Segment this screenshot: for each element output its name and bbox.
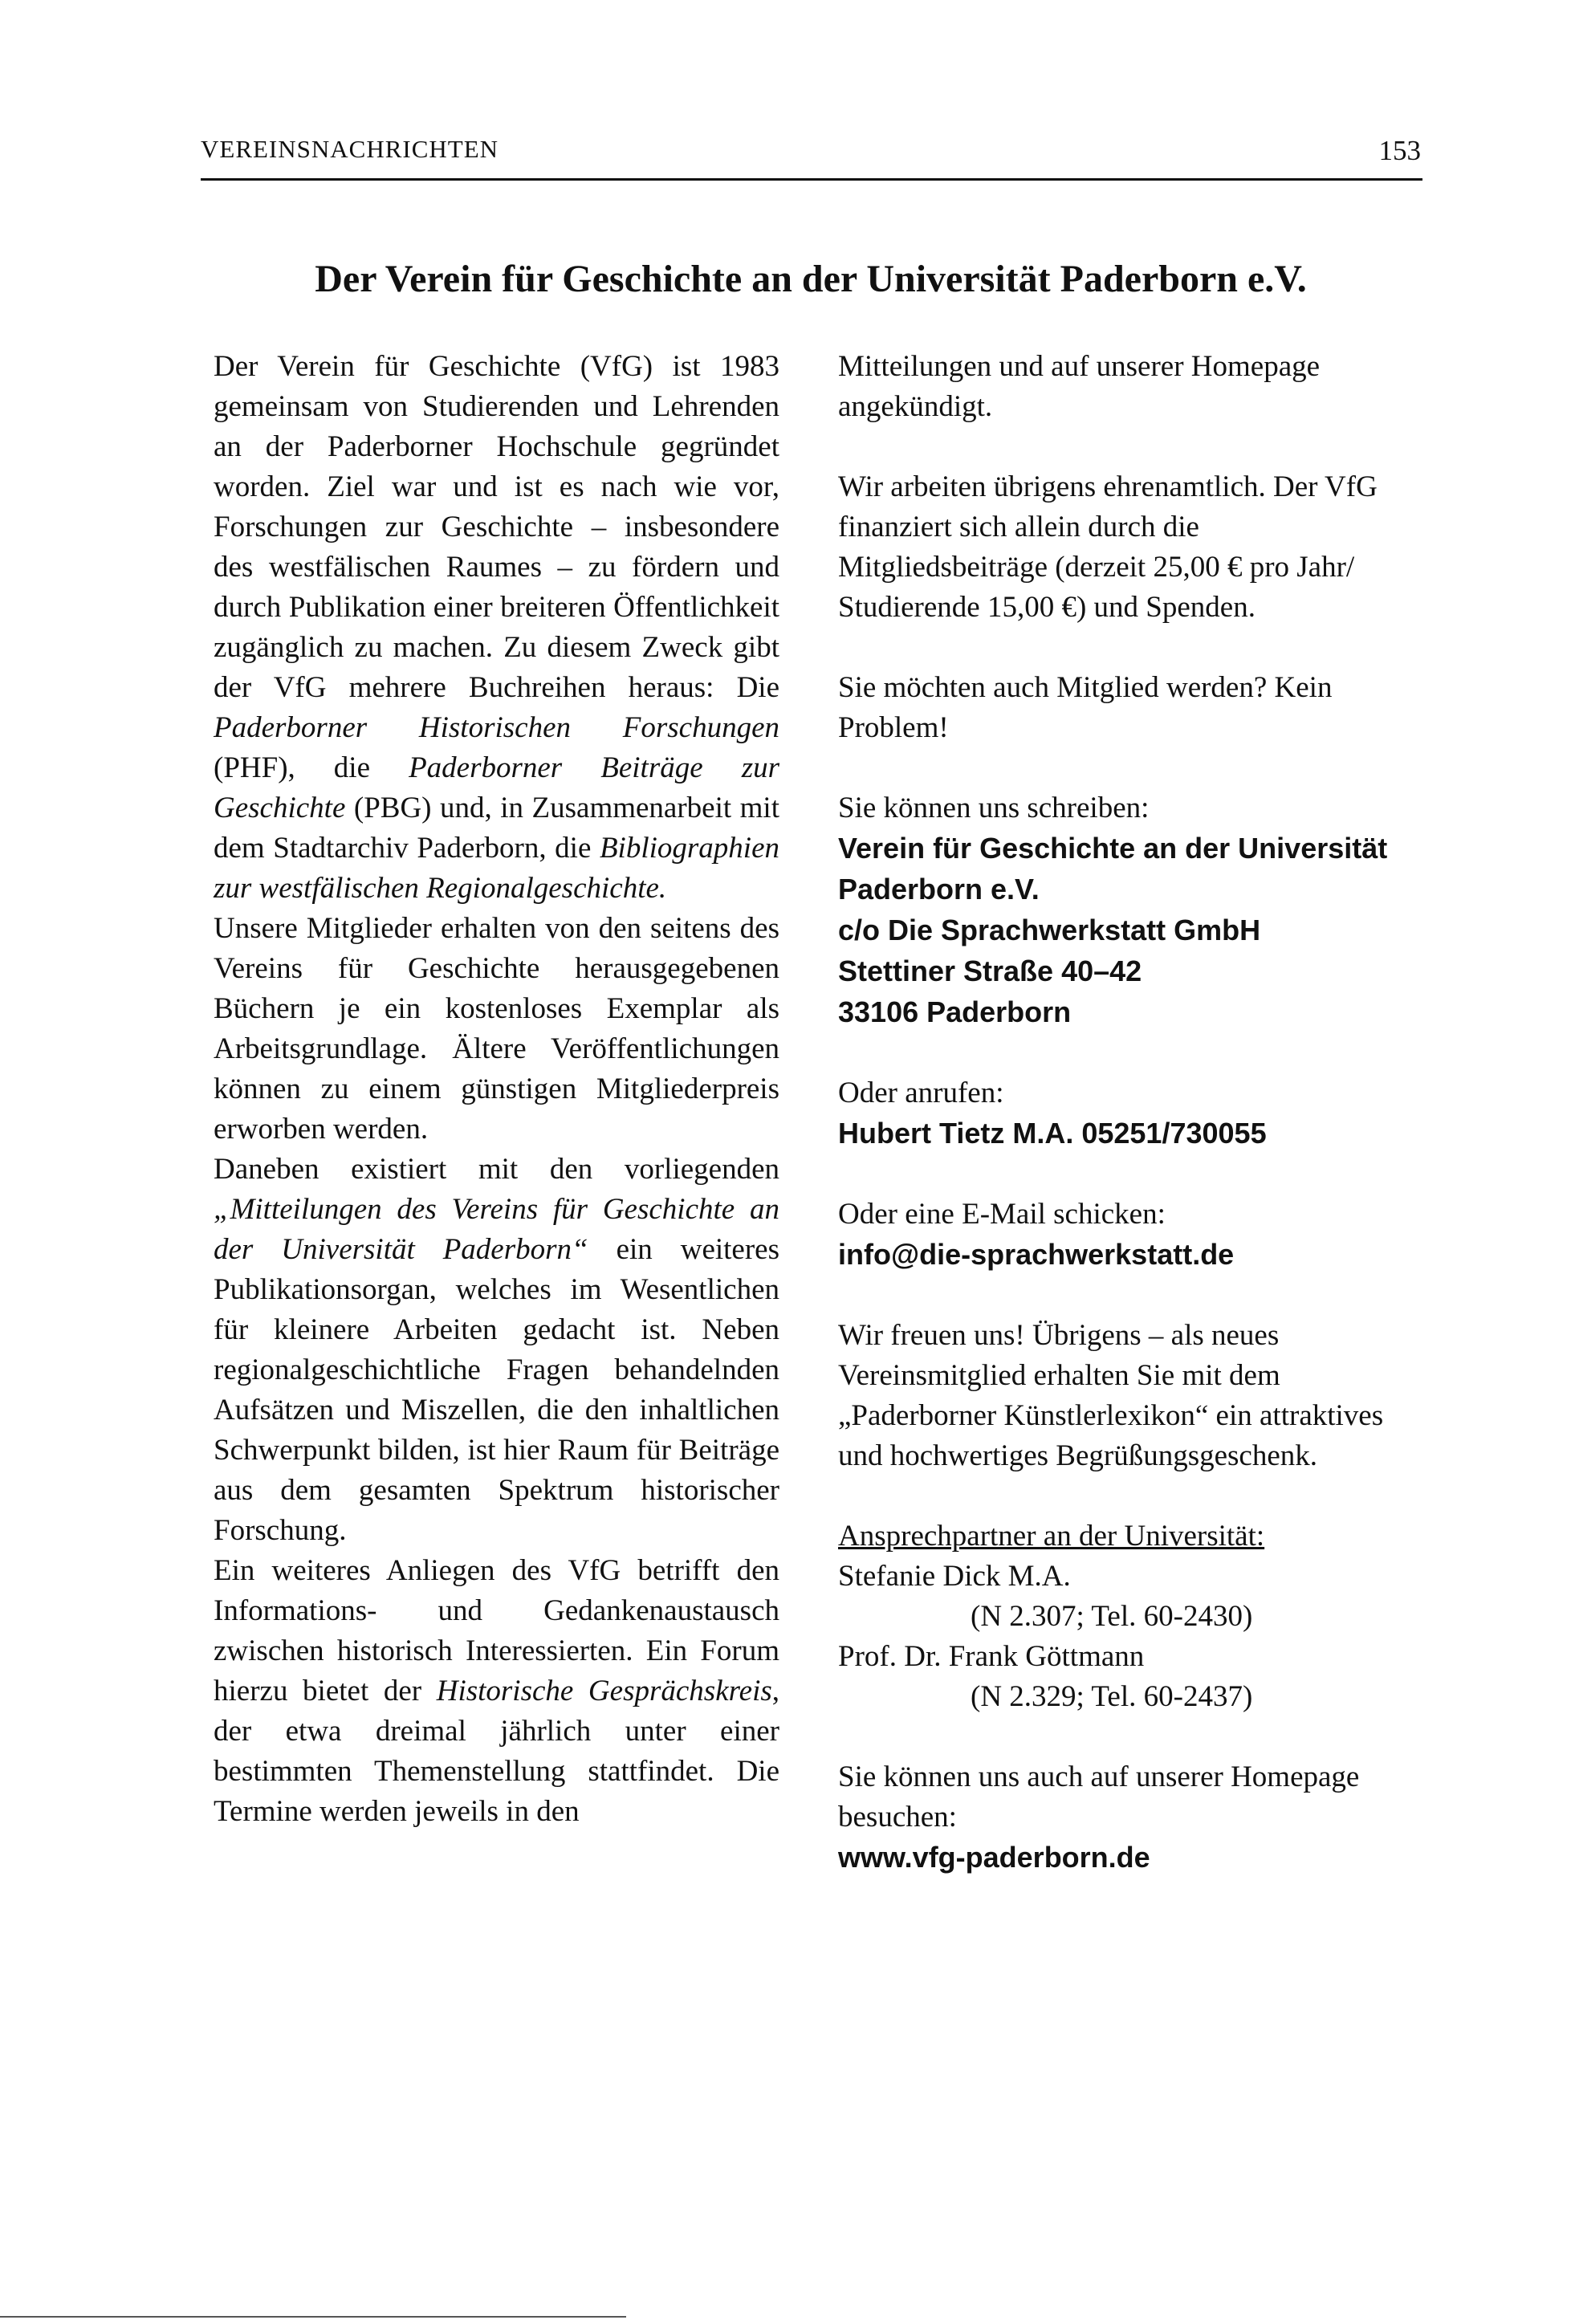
contacts-block <box>838 1516 1416 1717</box>
header-rule <box>201 178 1422 181</box>
paragraph-intro <box>214 347 779 909</box>
text: Der Verein für Geschichte (VfG) ist 1983 gemeinsam von Studierenden und Lehrenden an der Paderborner Hochschule gegründet worden. Ziel war und ist es nach wie vor, Forschungen zur Geschichte – insbesondere des westfälischen Raumes – zu fördern und durch Publikation einer breiteren Öffentlichkeit zugänglich zu machen. Zu diesem Zweck gibt der VfG mehrere Buchreihen heraus: Die <box>214 350 779 704</box>
mail-label: Oder eine E-Mail schicken: <box>838 1198 1166 1231</box>
text: ein weiteres Publikationsorgan, welches im Wesentlichen für kleinere Arbeiten gedacht ist. Neben regionalgeschichtliche Fragen behandelnden Aufsätzen und Miszellen, die den inhaltlichen Schwerpunkt bilden, ist hier Raum für Beiträge aus dem gesamten Spektrum historischer Forschung. <box>214 1233 779 1547</box>
text: Daneben existiert mit den vorliegenden <box>214 1153 779 1186</box>
call-label: Oder anrufen: <box>838 1077 1004 1109</box>
website-link[interactable]: www.vfg-paderborn.de <box>838 1841 1150 1874</box>
phone-number: Hubert Tietz M.A. 05251/730055 <box>838 1117 1267 1150</box>
right-column <box>838 347 1416 1919</box>
contact-2-room: (N 2.329; Tel. 60-2437) <box>971 1680 1253 1713</box>
section-title: VEREINSNACHRICHTEN <box>201 135 499 163</box>
web-label: Sie können uns auch auf unserer Homepage besuchen: <box>838 1760 1360 1834</box>
address-line-1: Verein für Geschichte an der Universität Paderborn e.V. <box>838 832 1388 906</box>
contact-2-name: Prof. Dr. Frank Göttmann <box>838 1640 1145 1673</box>
series-phf: Paderborner Historischen Forschungen <box>214 711 779 744</box>
paragraph-welcome: Wir freuen uns! Übrigens – als neues Vereinsmitglied erhalten Sie mit dem „Paderborner Künstlerlexikon“ ein attraktives und hochwertiges Begrüßungsgeschenk. <box>838 1319 1384 1472</box>
text: (PBG) und, in Zusammenarbeit mit dem Stadtarchiv Paderborn, die <box>214 792 779 865</box>
article-title: Der Verein für Geschichte an der Universität Paderborn e.V. <box>315 258 1307 300</box>
phone-block <box>838 1073 1416 1154</box>
contact-1-name: Stefanie Dick M.A. <box>838 1560 1071 1593</box>
text: (PHF), die <box>214 751 409 784</box>
address-block <box>838 788 1416 1033</box>
paragraph-volunteer: Wir arbeiten übrigens ehrenamtlich. Der VfG finanziert sich allein durch die Mitgliedsbeiträge (derzeit 25,00 € pro Jahr/ Studierende 15,00 €) und Spenden. <box>838 470 1378 624</box>
contacts-label: Ansprechpartner an der Universität: <box>838 1520 1265 1553</box>
email-block <box>838 1195 1416 1276</box>
running-head <box>201 135 1421 178</box>
journal-title: „Mitteilungen des Vereins für Geschichte an der Universität Paderborn“ <box>214 1193 779 1266</box>
left-column <box>214 347 779 1832</box>
paragraph-members: Unsere Mitglieder erhalten von den seitens des Vereins für Geschichte herausgegebenen Büchern je ein kostenloses Exemplar als Arbeitsgrundlage. Ältere Veröffentlichungen können zu einem günstigen Mitgliederpreis erworben werden. <box>214 912 779 1146</box>
paragraph-homepage-note: Mitteilungen und auf unserer Homepage angekündigt. <box>838 350 1321 423</box>
paragraph-forum <box>214 1551 779 1832</box>
text: , der etwa dreimal jährlich unter einer bestimmten Themenstellung stattfindet. Die Termine werden jeweils in den <box>214 1675 779 1828</box>
paragraph-membership: Sie möchten auch Mitglied werden? Kein Problem! <box>838 671 1333 744</box>
page-number: 153 <box>1378 135 1421 166</box>
address-line-4: 33106 Paderborn <box>838 995 1072 1028</box>
paragraph-mitteilungen <box>214 1150 779 1551</box>
web-block <box>838 1757 1416 1878</box>
email-address[interactable]: info@die-sprachwerkstatt.de <box>838 1238 1235 1271</box>
series-bibliographien: Bibliographien zur westfälischen Regionalgeschichte. <box>214 832 779 905</box>
text: Ein weiteres Anliegen des VfG betrifft den Informations- und Gedankenaustausch zwischen historisch Interessierten. Ein Forum hierzu bietet der <box>214 1554 779 1707</box>
footer-rule <box>0 2316 626 2318</box>
address-line-3: Stettiner Straße 40–42 <box>838 954 1142 987</box>
contact-1-room: (N 2.307; Tel. 60-2430) <box>971 1600 1253 1633</box>
forum-name: Historische Gesprächskreis <box>436 1675 772 1707</box>
series-pbg: Paderborner Beiträge zur Geschichte <box>214 751 779 824</box>
write-label: Sie können uns schreiben: <box>838 792 1150 824</box>
address-line-2: c/o Die Sprachwerkstatt GmbH <box>838 914 1261 946</box>
